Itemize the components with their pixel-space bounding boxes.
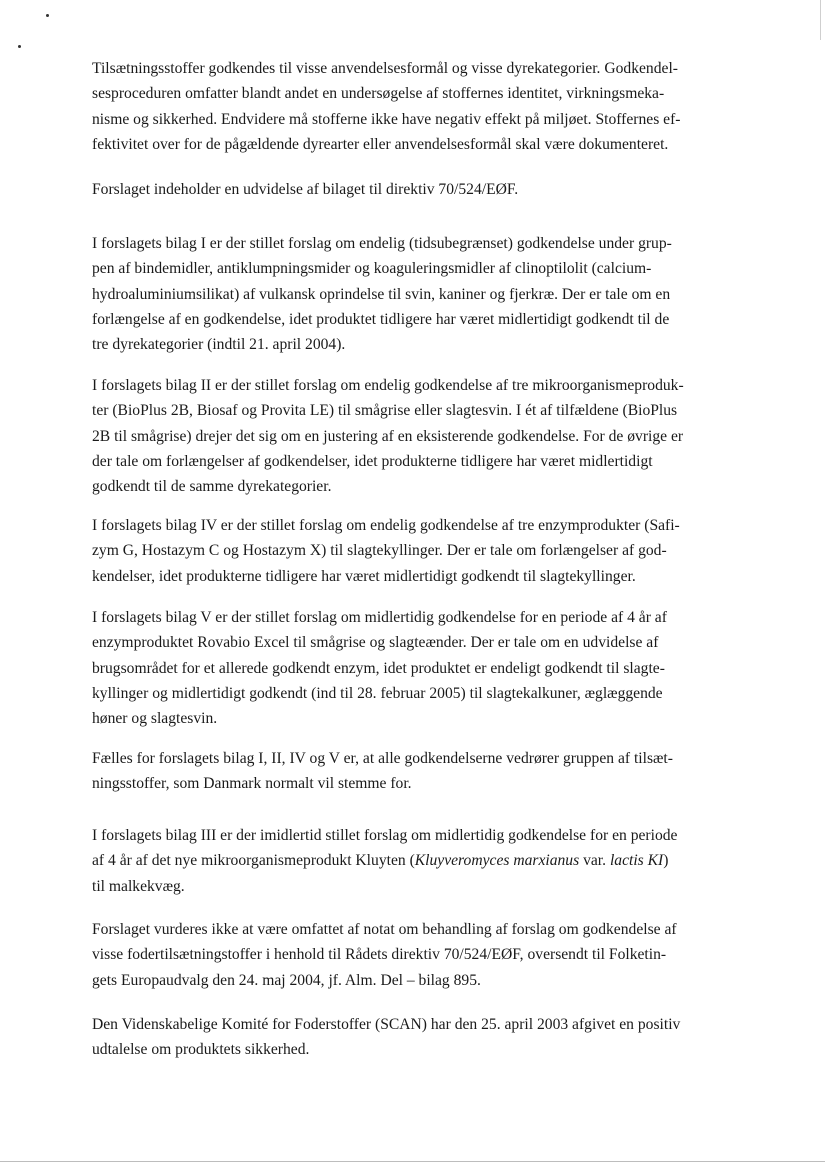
paragraph-scan <box>92 1012 680 1063</box>
text-line: brugsområdet for et allerede godkendt enzym, idet produktet er endeligt godkendt til slagte- <box>92 659 665 677</box>
text-line: ningsstoffer, som Danmark normalt vil stemme for. <box>92 775 412 793</box>
text-line: godkendt til de samme dyrekategorier. <box>92 478 332 496</box>
text-fragment: af 4 år af det nye mikroorganismeprodukt Kluyten ( <box>92 852 415 870</box>
variety-name-italic: lactis KI <box>609 852 664 870</box>
scan-speck <box>18 45 21 48</box>
text-line: forlængelse af en godkendelse, idet produktet tidligere har været midlertidigt godkendt til de <box>92 310 670 328</box>
paragraph-common <box>92 746 673 797</box>
text-line: I forslagets bilag I er der stillet forslag om endelig (tidsubegrænset) godkendelse under grup- <box>92 235 672 252</box>
text-line: til malkekvæg. <box>92 877 185 895</box>
text-line: Den Videnskabelige Komité for Foderstoffer (SCAN) har den 25. april 2003 afgivet en positiv <box>92 1016 681 1033</box>
species-name-italic: Kluyveromyces marxianus <box>414 852 580 870</box>
text-line: tre dyrekategorier (indtil 21. april 2004). <box>92 336 346 354</box>
text-line: ter (BioPlus 2B, Biosaf og Provita LE) til smågrise eller slagtesvin. I ét af tilfældene (BioPlus <box>92 402 678 420</box>
paragraph-annex-1 <box>92 231 672 357</box>
text-line: Forslaget indeholder en udvidelse af bilaget til direktiv 70/524/EØF. <box>92 181 519 198</box>
text-line: enzymproduktet Rovabio Excel til smågrise og slagteænder. Der er tale om en udvidelse af <box>92 634 659 652</box>
paragraph-directive <box>92 177 518 202</box>
text-line: Fælles for forslagets bilag I, II, IV og V er, at alle godkendelserne vedrører gruppen af tilsæt- <box>92 750 673 767</box>
scan-edge-line <box>820 0 821 40</box>
paragraph-annex-2 <box>92 373 684 499</box>
text-fragment: var. <box>579 852 610 870</box>
text-line: visse fodertilsætningstoffer i henhold til Rådets direktiv 70/524/EØF, oversendt til Folketin- <box>92 946 667 964</box>
text-line: 2B til smågrise) drejer det sig om en justering af en eksisterende godkendelse. For de øvrige er <box>92 427 684 445</box>
text-line: I forslagets bilag V er der stillet forslag om midlertidig godkendelse for en periode af 4 år af <box>92 609 667 626</box>
text-line: I forslagets bilag IV er der stillet forslag om endelig godkendelse af tre enzymprodukter (Safi- <box>92 517 680 534</box>
paragraph-annex-5 <box>92 605 667 731</box>
text-fragment: ) <box>663 852 669 870</box>
text-line: sesproceduren omfatter blandt andet en undersøgelse af stoffernes identitet, virkningsmeka- <box>92 85 665 103</box>
text-line: zym G, Hostazym C og Hostazym X) til slagtekyllinger. Der er tale om forlængelser af god- <box>92 542 667 560</box>
paragraph-notat <box>92 917 677 993</box>
text-line: fektivitet over for de pågældende dyrearter eller anvendelsesformål skal være dokumenteret. <box>92 135 669 153</box>
text-line: udtalelse om produktets sikkerhed. <box>92 1041 310 1059</box>
text-line: hydroaluminiumsilikat) af vulkansk oprindelse til svin, kaniner og fjerkræ. Der er tale om en <box>92 285 671 303</box>
paragraph-annex-3 <box>92 823 677 899</box>
paragraph-annex-4 <box>92 513 680 589</box>
text-line <box>92 848 677 873</box>
text-line: pen af bindemidler, antiklumpningsmider og koaguleringsmidler af clinoptilolit (calcium- <box>92 260 652 278</box>
text-line: Forslaget vurderes ikke at være omfattet af notat om behandling af forslag om godkendelse af <box>92 921 677 938</box>
text-line: Tilsætningsstoffer godkendes til visse anvendelsesformål og visse dyrekategorier. Godkendel- <box>92 60 678 77</box>
scan-speck <box>46 14 49 17</box>
text-line: høner og slagtesvin. <box>92 710 218 728</box>
text-line: kendelser, idet produkterne tidligere har været midlertidigt godkendt til slagtekyllinger. <box>92 567 636 585</box>
text-line: gets Europaudvalg den 24. maj 2004, jf. Alm. Del – bilag 895. <box>92 971 481 989</box>
text-line: kyllinger og midlertidigt godkendt (ind til 28. februar 2005) til slagtekalkuner, æglæggende <box>92 684 663 702</box>
text-line: I forslagets bilag III er der imidlertid stillet forslag om midlertidig godkendelse for en periode <box>92 827 678 844</box>
text-line: I forslagets bilag II er der stillet forslag om endelig godkendelse af tre mikroorganismeproduk- <box>92 377 684 394</box>
text-line: der tale om forlængelser af godkendelser, idet produkterne tidligere har været midlertidigt <box>92 452 653 470</box>
paragraph-intro <box>92 56 680 157</box>
scan-edge-line <box>0 1161 825 1162</box>
text-line: nisme og sikkerhed. Endvidere må stofferne ikke have negativ effekt på miljøet. Stoffernes ef- <box>92 110 681 128</box>
